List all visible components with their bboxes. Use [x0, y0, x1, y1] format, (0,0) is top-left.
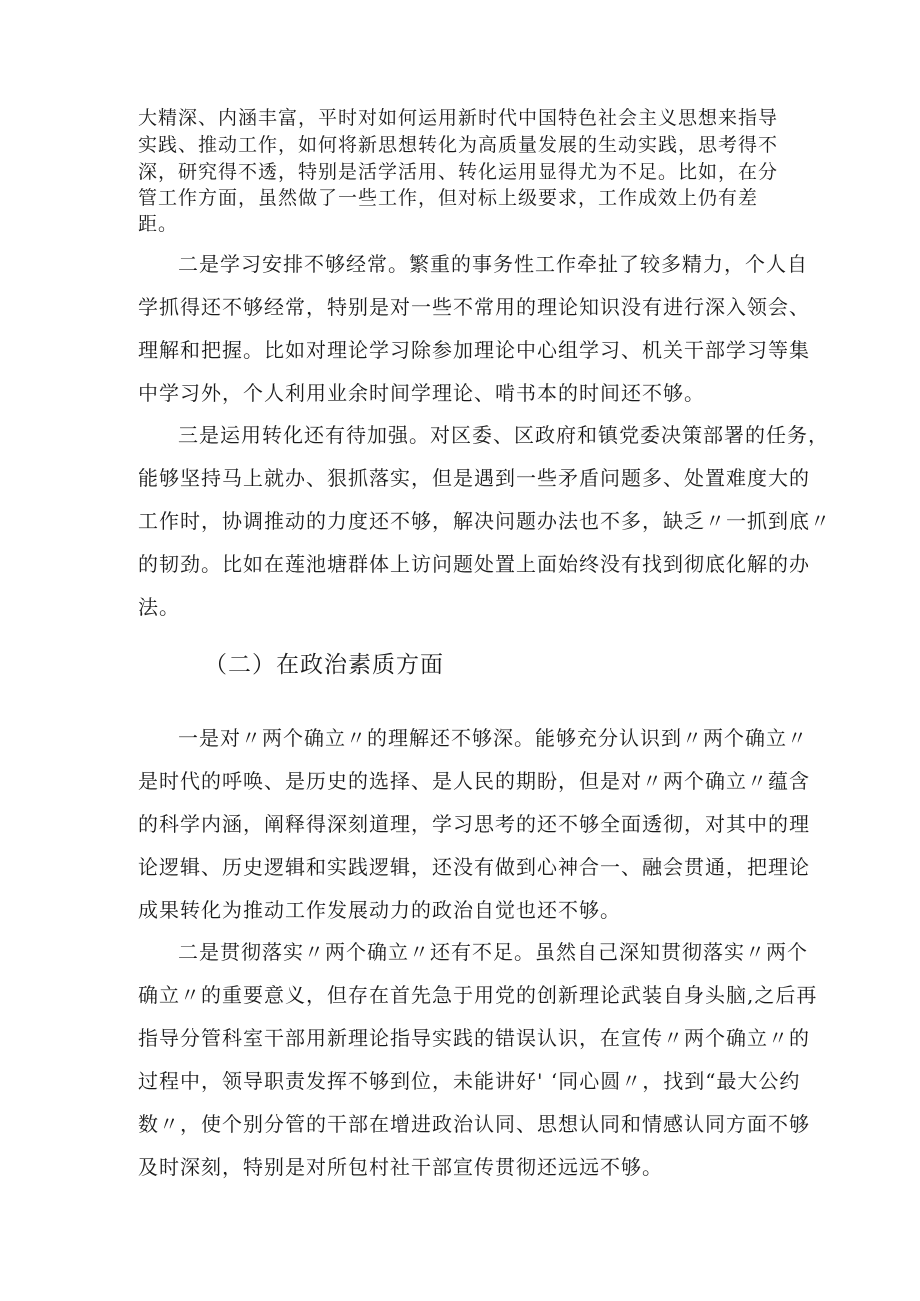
text-line: 三是运用转化还有待加强。对区委、区政府和镇党委决策部署的任务，	[178, 423, 829, 447]
text-line: 过程中，领导职责发挥不够到位，未能讲好' ‘同心圆〃，找到“最大公约	[138, 1069, 801, 1093]
text-line: 学抓得还不够经常，特别是对一些不常用的理论知识没有进行深入领会、	[138, 295, 810, 319]
text-line: 距。	[138, 213, 179, 235]
text-line: 大精深、内涵丰富，平时对如何运用新时代中国特色社会主义思想来指导	[138, 107, 779, 129]
text-line: 中学习外，个人利用业余时间学理论、啃书本的时间还不够。	[138, 381, 705, 405]
text-line: 及时深刻，特别是对所包村社干部宣传贯彻还远远不够。	[138, 1155, 663, 1179]
text-line: 深，研究得不透，特别是活学活用、转化运用显得尤为不足。比如，在分	[138, 161, 779, 183]
text-line: 管工作方面，虽然做了一些工作，但对标上级要求，工作成效上仍有差	[138, 187, 759, 209]
text-line: 的韧劲。比如在莲池塘群体上访问题处置上面始终没有找到彻底化解的办	[138, 552, 810, 576]
text-line: 一是对〃两个确立〃的理解还不够深。能够充分认识到〃两个确立〃	[178, 726, 808, 750]
text-line: 理解和把握。比如对理论学习除参加理论中心组学习、机关干部学习等集	[138, 338, 810, 362]
text-line: 实践、推动工作，如何将新思想转化为高质量发展的生动实践，思考得不	[138, 134, 779, 156]
text-line: 论逻辑、历史逻辑和实践逻辑，还没有做到心神合一、融会贯通，把理论	[138, 855, 810, 879]
text-line: 指导分管科室干部用新理论指导实践的错误认识，在宣传〃两个确立〃的	[138, 1026, 810, 1050]
text-line: 数〃，使个别分管的干部在增进政治认同、思想认同和情感认同方面不够	[138, 1112, 810, 1136]
text-line: 的科学内涵，阐释得深刻道理，学习思考的还不够全面透彻，对其中的理	[138, 812, 810, 836]
text-line: 二是学习安排不够经常。繁重的事务性工作牵扯了较多精力，个人自	[178, 252, 808, 276]
text-line: 二是贯彻落实〃两个确立〃还有不足。虽然自己深知贯彻落实〃两个	[178, 940, 808, 964]
text-line: 确立〃的重要意义，但存在首先急于用党的创新理论武装自身头脑,之后再	[138, 983, 818, 1007]
text-line: 能够坚持马上就办、狠抓落实，但是遇到一些矛盾问题多、处置难度大的	[138, 466, 810, 490]
text-line: 是时代的呼唤、是历史的选择、是人民的期盼，但是对〃两个确立〃蕴含	[138, 769, 810, 793]
text-line: 成果转化为推动工作发展动力的政治自觉也还不够。	[138, 898, 621, 922]
text-line: 法。	[138, 595, 180, 619]
section-heading: （二）在政治素质方面	[204, 652, 444, 678]
text-line: 工作时，协调推动的力度还不够，解决问题办法也不多，缺乏〃一抓到底〃	[138, 509, 831, 533]
